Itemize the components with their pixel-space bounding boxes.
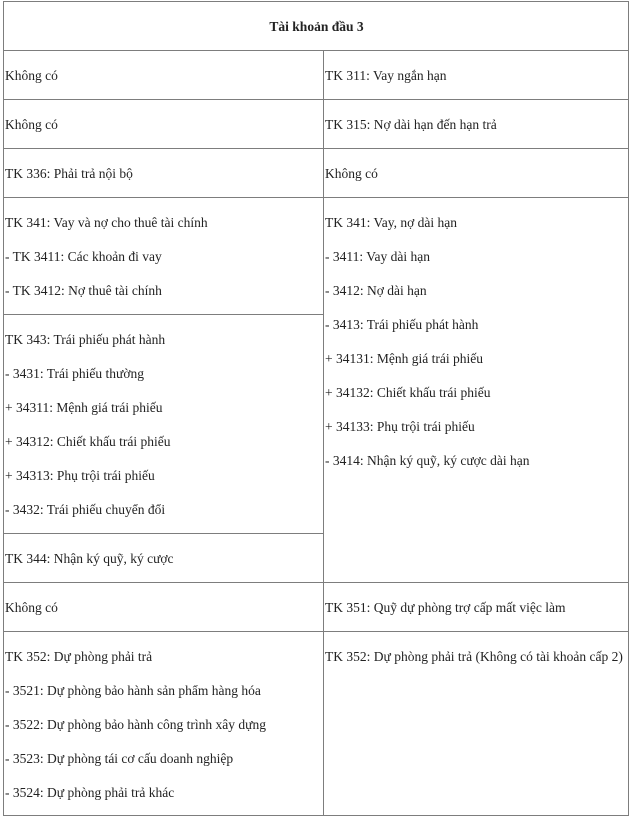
cell-text: + 34132: Chiết khấu trái phiếu: [325, 385, 491, 400]
cell-text: TK 341: Vay, nợ dài hạn: [325, 215, 457, 230]
cell-text: TK 344: Nhận ký quỹ, ký cược: [5, 551, 174, 566]
cell-text: - 3411: Vay dài hạn: [325, 249, 430, 264]
cell-text: Không có: [5, 600, 58, 615]
left-cell: [4, 100, 324, 149]
table-row: [4, 51, 629, 100]
cell-text: TK 336: Phải trả nội bộ: [5, 166, 133, 181]
cell-text: TK 315: Nợ dài hạn đến hạn trả: [325, 117, 497, 132]
cell-text: TK 351: Quỹ dự phòng trợ cấp mất việc làm: [325, 600, 566, 615]
right-cell-341: [324, 198, 629, 583]
cell-text: - TK 3412: Nợ thuê tài chính: [5, 283, 162, 298]
left-cell-352: [4, 632, 324, 816]
left-cell-344: [4, 534, 324, 583]
right-cell: [324, 149, 629, 198]
left-cell: [4, 149, 324, 198]
cell-text: - 3522: Dự phòng bảo hành công trình xây dựng: [5, 717, 266, 732]
cell-text: Không có: [325, 166, 378, 181]
cell-text: + 34313: Phụ trội trái phiếu: [5, 468, 155, 483]
left-cell: [4, 583, 324, 632]
cell-text: - 3524: Dự phòng phải trả khác: [5, 785, 175, 800]
cell-text: TK 352: Dự phòng phải trả: [5, 649, 153, 664]
account-table: [3, 1, 629, 816]
cell-text: - TK 3411: Các khoản đi vay: [5, 249, 162, 264]
cell-text: - 3412: Nợ dài hạn: [325, 283, 427, 298]
cell-text: TK 311: Vay ngắn hạn: [325, 68, 447, 83]
cell-text: - 3414: Nhận ký quỹ, ký cược dài hạn: [325, 453, 530, 468]
cell-text: + 34133: Phụ trội trái phiếu: [325, 419, 475, 434]
table-header: Tài khoản đầu 3: [4, 2, 629, 51]
table-row: [4, 632, 629, 816]
left-cell-341: [4, 198, 324, 315]
cell-text: TK 341: Vay và nợ cho thuê tài chính: [5, 215, 208, 230]
cell-text: - 3413: Trái phiếu phát hành: [325, 317, 479, 332]
left-cell-343: [4, 315, 324, 534]
cell-text: - 3431: Trái phiếu thường: [5, 366, 144, 381]
cell-text: + 34311: Mệnh giá trái phiếu: [5, 400, 163, 415]
cell-text: TK 352: Dự phòng phải trả (Không có tài khoản cấp 2): [325, 649, 623, 664]
cell-text: Không có: [5, 68, 58, 83]
right-cell-352: [324, 632, 629, 816]
table-row: [4, 198, 629, 315]
cell-text: TK 343: Trái phiếu phát hành: [5, 332, 166, 347]
right-cell: [324, 100, 629, 149]
right-cell: [324, 583, 629, 632]
cell-text: - 3521: Dự phòng bảo hành sản phẩm hàng hóa: [5, 683, 261, 698]
cell-text: Không có: [5, 117, 58, 132]
left-cell: [4, 51, 324, 100]
table-row: [4, 100, 629, 149]
cell-text: - 3523: Dự phòng tái cơ cấu doanh nghiệp: [5, 751, 234, 766]
cell-text: - 3432: Trái phiếu chuyển đổi: [5, 502, 166, 517]
right-cell: [324, 51, 629, 100]
table-row: [4, 149, 629, 198]
table-row: [4, 583, 629, 632]
cell-text: + 34131: Mệnh giá trái phiếu: [325, 351, 483, 366]
table-header-row: [4, 2, 629, 51]
cell-text: + 34312: Chiết khấu trái phiếu: [5, 434, 171, 449]
